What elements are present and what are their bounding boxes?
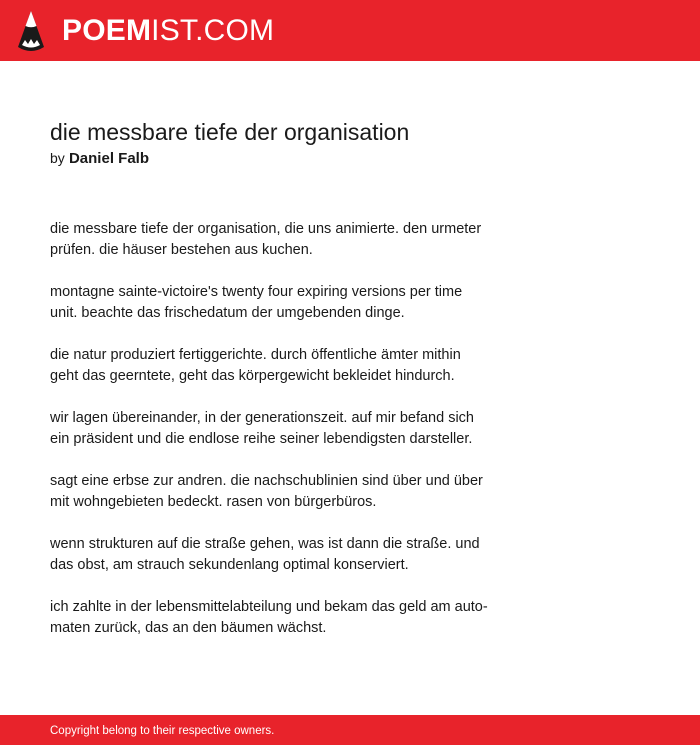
- stanza: [50, 408, 650, 450]
- byline: [50, 148, 650, 169]
- logo-wordmark: [62, 13, 275, 47]
- poem-line: die natur produziert fertiggerichte. durch öffentliche ämter mithin: [50, 347, 461, 363]
- poem-body: [50, 219, 650, 639]
- poem-line: das obst, am strauch sekundenlang optimal konserviert.: [50, 557, 409, 573]
- poem-line: ein präsident und die endlose reihe seiner lebendigsten darsteller.: [50, 431, 473, 447]
- site-logo[interactable]: [17, 9, 274, 53]
- poem-line: ich zahlte in der lebensmittelabteilung und bekam das geld am auto-: [50, 599, 488, 615]
- poem-line: maten zurück, das an den bäumen wächst.: [50, 620, 327, 636]
- poem-line: prüfen. die häuser bestehen aus kuchen.: [50, 242, 313, 258]
- logo-wordmark-light: IST.COM: [151, 13, 275, 47]
- author-link[interactable]: Daniel Falb: [68, 150, 149, 167]
- poem-line: montagne sainte-victoire's twenty four expiring versions per time: [50, 284, 463, 300]
- logo-wordmark-bold: POEM: [62, 13, 152, 47]
- poem-line: die messbare tiefe der organisation, die uns animierte. den urmeter: [50, 221, 482, 237]
- site-header: [0, 0, 700, 61]
- poem-line: geht das geerntete, geht das körpergewicht bekleidet hindurch.: [50, 368, 455, 384]
- byline-label: by: [50, 150, 65, 166]
- poem-line: unit. beachte das frischedatum der umgebenden dinge.: [50, 305, 405, 321]
- stanza: [50, 282, 650, 324]
- site-footer: [0, 715, 700, 745]
- copyright-notice: Copyright belong to their respective owners.: [50, 725, 275, 737]
- stanza: [50, 471, 650, 513]
- poem-line: wir lagen übereinander, in der generationszeit. auf mir befand sich: [50, 410, 474, 426]
- stanza: [50, 534, 650, 576]
- poem-line: mit wohngebieten bedeckt. rasen von bürgerbüros.: [50, 494, 377, 510]
- poem-title: die messbare tiefe der organisation: [50, 119, 410, 145]
- stanza: [50, 219, 650, 261]
- poem-content: [50, 117, 650, 660]
- poem-line: wenn strukturen auf die straße gehen, was ist dann die straße. und: [50, 536, 480, 552]
- poem-line: sagt eine erbse zur andren. die nachschublinien sind über und über: [50, 473, 483, 489]
- pencil-tip-icon: [17, 9, 45, 53]
- stanza: [50, 345, 650, 387]
- stanza: [50, 597, 650, 639]
